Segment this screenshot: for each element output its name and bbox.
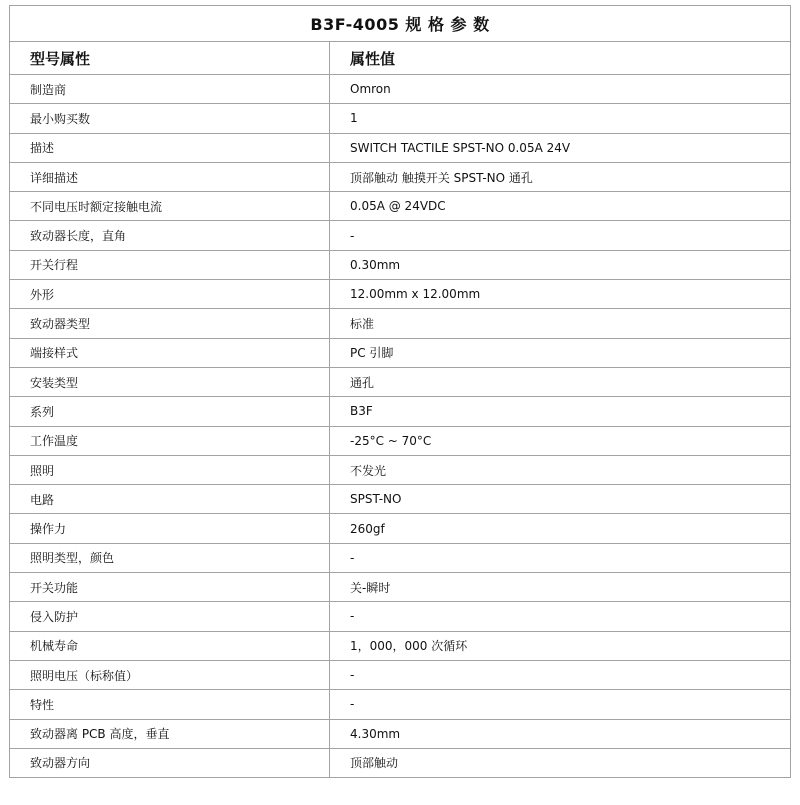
table-row xyxy=(10,602,791,631)
value-cell: - xyxy=(330,543,791,572)
table-row xyxy=(10,75,791,104)
table-row xyxy=(10,280,791,309)
table-row xyxy=(10,543,791,572)
table-row xyxy=(10,660,791,689)
value-cell: - xyxy=(330,660,791,689)
table-row xyxy=(10,397,791,426)
attribute-cell: 安装类型 xyxy=(10,367,330,396)
table-row xyxy=(10,573,791,602)
attribute-cell: 机械寿命 xyxy=(10,631,330,660)
table-title: B3F-4005 规 格 参 数 xyxy=(10,6,791,42)
attribute-cell: 外形 xyxy=(10,280,330,309)
table-row xyxy=(10,485,791,514)
table-row xyxy=(10,133,791,162)
value-cell: 4.30mm xyxy=(330,719,791,748)
value-cell: - xyxy=(330,690,791,719)
value-cell: 顶部触动 xyxy=(330,748,791,777)
value-cell: - xyxy=(330,221,791,250)
attribute-cell: 系列 xyxy=(10,397,330,426)
attribute-cell: 照明 xyxy=(10,455,330,484)
spec-sheet xyxy=(0,5,800,805)
attribute-cell: 操作力 xyxy=(10,514,330,543)
attribute-cell: 开关功能 xyxy=(10,573,330,602)
value-cell: 关-瞬时 xyxy=(330,573,791,602)
table-row xyxy=(10,104,791,133)
spec-table xyxy=(9,5,791,778)
table-row xyxy=(10,631,791,660)
value-cell: 12.00mm x 12.00mm xyxy=(330,280,791,309)
table-row xyxy=(10,514,791,543)
table-row xyxy=(10,162,791,191)
value-cell: 0.30mm xyxy=(330,250,791,279)
value-cell: - xyxy=(330,602,791,631)
attribute-cell: 致动器长度，直角 xyxy=(10,221,330,250)
table-row xyxy=(10,250,791,279)
attribute-cell: 开关行程 xyxy=(10,250,330,279)
attribute-cell: 端接样式 xyxy=(10,338,330,367)
attribute-cell: 描述 xyxy=(10,133,330,162)
header-attribute: 型号属性 xyxy=(10,42,330,75)
attribute-cell: 最小购买数 xyxy=(10,104,330,133)
title-row xyxy=(10,6,791,42)
table-row xyxy=(10,192,791,221)
value-cell: 1 xyxy=(330,104,791,133)
value-cell: 标准 xyxy=(330,309,791,338)
table-row xyxy=(10,690,791,719)
value-cell: 通孔 xyxy=(330,367,791,396)
attribute-cell: 照明电压（标称值） xyxy=(10,660,330,689)
value-cell: SWITCH TACTILE SPST-NO 0.05A 24V xyxy=(330,133,791,162)
attribute-cell: 电路 xyxy=(10,485,330,514)
attribute-cell: 致动器方向 xyxy=(10,748,330,777)
value-cell: Omron xyxy=(330,75,791,104)
value-cell: B3F xyxy=(330,397,791,426)
header-value: 属性值 xyxy=(330,42,791,75)
table-row xyxy=(10,455,791,484)
attribute-cell: 工作温度 xyxy=(10,426,330,455)
table-row xyxy=(10,748,791,777)
attribute-cell: 不同电压时额定接触电流 xyxy=(10,192,330,221)
table-row xyxy=(10,221,791,250)
value-cell: 顶部触动 触摸开关 SPST-NO 通孔 xyxy=(330,162,791,191)
value-cell: 不发光 xyxy=(330,455,791,484)
table-row xyxy=(10,719,791,748)
attribute-cell: 侵入防护 xyxy=(10,602,330,631)
attribute-cell: 致动器离 PCB 高度，垂直 xyxy=(10,719,330,748)
value-cell: 1，000，000 次循环 xyxy=(330,631,791,660)
table-row xyxy=(10,367,791,396)
value-cell: 260gf xyxy=(330,514,791,543)
spec-rows xyxy=(10,75,791,778)
header-row xyxy=(10,42,791,75)
value-cell: PC 引脚 xyxy=(330,338,791,367)
table-row xyxy=(10,426,791,455)
value-cell: 0.05A @ 24VDC xyxy=(330,192,791,221)
table-row xyxy=(10,338,791,367)
attribute-cell: 特性 xyxy=(10,690,330,719)
attribute-cell: 制造商 xyxy=(10,75,330,104)
table-row xyxy=(10,309,791,338)
value-cell: SPST-NO xyxy=(330,485,791,514)
attribute-cell: 致动器类型 xyxy=(10,309,330,338)
attribute-cell: 详细描述 xyxy=(10,162,330,191)
attribute-cell: 照明类型，颜色 xyxy=(10,543,330,572)
value-cell: -25°C ~ 70°C xyxy=(330,426,791,455)
